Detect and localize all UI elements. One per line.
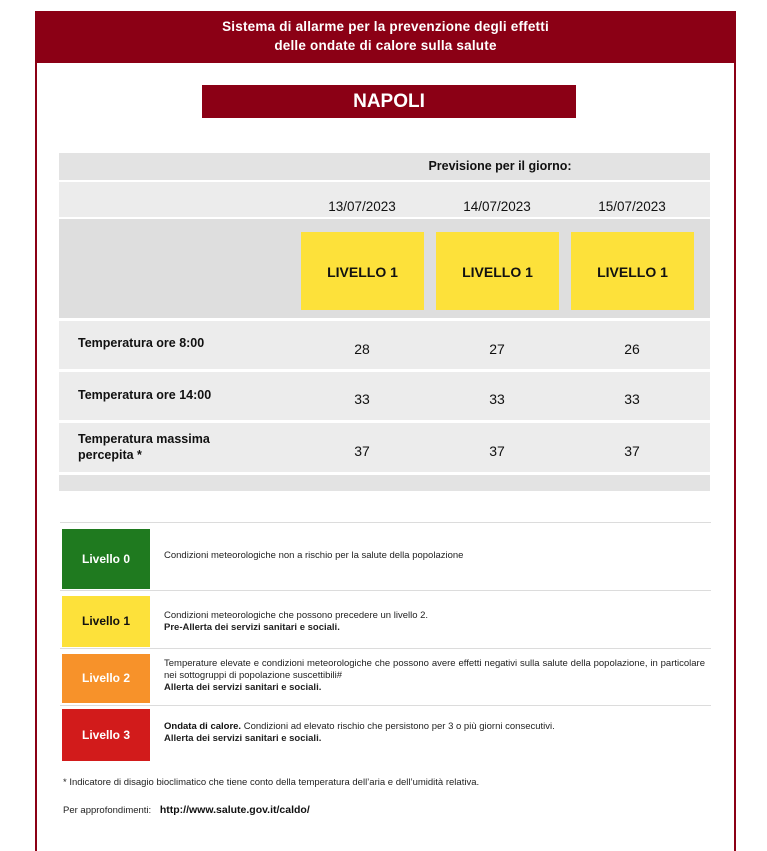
- legend-text-3: [164, 721, 704, 745]
- value-8-d1: 28: [354, 341, 370, 357]
- row-label-perc-1: Temperatura massima: [78, 432, 210, 446]
- footnote: * Indicatore di disagio bioclimatico che tiene conto della temperatura dell’aria e dell’umidità relativa.: [63, 777, 480, 788]
- value-8-d3: 26: [624, 341, 640, 357]
- legend-row-0: [60, 522, 711, 590]
- legend-row-3: [60, 705, 711, 764]
- legend-desc-2: Temperature elevate e condizioni meteorologiche che possono avere effetti negativi sulla salute della popolazione, in particolare nei sottogruppi di popolazione suscettibili#: [164, 658, 705, 681]
- legend-row-2: [60, 648, 711, 705]
- value-perc-d1: 37: [354, 443, 370, 459]
- legend-text-2: [164, 658, 705, 694]
- date-2: 14/07/2023: [463, 199, 531, 214]
- legend-action-1: Pre-Allerta dei servizi sanitari e sociali.: [164, 622, 340, 633]
- level-badge-3: LIVELLO 1: [571, 232, 694, 310]
- legend-swatch-3: [62, 709, 150, 761]
- more-info-label: Per approfondimenti:: [63, 805, 152, 816]
- value-perc-d2: 37: [489, 443, 505, 459]
- legend-swatch-0: [62, 529, 150, 589]
- value-14-d2: 33: [489, 391, 505, 407]
- legend-name-2: Livello 2: [81, 671, 131, 685]
- table-footer-bar: [59, 475, 710, 491]
- value-perc-d3: 37: [624, 443, 640, 459]
- header-line-1: Sistema di allarme per la prevenzione degli effetti: [222, 19, 549, 34]
- date-3: 15/07/2023: [598, 199, 666, 214]
- legend-text-1: [164, 610, 704, 634]
- legend-row-1: [60, 590, 711, 648]
- legend-desc-3-line: [164, 721, 704, 733]
- level-badge-1: LIVELLO 1: [301, 232, 424, 310]
- value-14-d1: 33: [354, 391, 370, 407]
- city-title: NAPOLI: [202, 85, 576, 118]
- legend-name-1: Livello 1: [81, 614, 131, 628]
- legend-name-3: Livello 3: [81, 728, 131, 742]
- legend-swatch-2: [62, 654, 150, 703]
- legend-name-0: Livello 0: [81, 552, 131, 566]
- legend-swatch-1: [62, 596, 150, 647]
- level-badge-2: LIVELLO 1: [436, 232, 559, 310]
- legend-desc-3: Condizioni ad elevato rischio che persistono per 3 o più giorni consecutivi.: [241, 721, 555, 732]
- value-14-d3: 33: [624, 391, 640, 407]
- forecast-caption: Previsione per il giorno:: [428, 159, 572, 173]
- value-8-d2: 27: [489, 341, 505, 357]
- legend-action-3: Allerta dei servizi sanitari e sociali.: [164, 733, 322, 744]
- row-label-perc-2: percepita *: [78, 448, 142, 462]
- row-label-8: Temperatura ore 8:00: [78, 336, 205, 350]
- row-label-14: Temperatura ore 14:00: [78, 388, 212, 402]
- more-info-link[interactable]: http://www.salute.gov.it/caldo/: [159, 804, 310, 816]
- legend-desc-0: Condizioni meteorologiche non a rischio per la salute della popolazione: [164, 550, 464, 561]
- date-1: 13/07/2023: [328, 199, 396, 214]
- more-info: [63, 804, 310, 816]
- legend-lead-3: Ondata di calore.: [164, 721, 242, 732]
- header-banner: [35, 11, 736, 63]
- header-line-2: delle ondate di calore sulla salute: [274, 38, 497, 53]
- legend-desc-1: Condizioni meteorologiche che possono precedere un livello 2.: [164, 610, 429, 621]
- forecast-caption-bar: [59, 153, 710, 180]
- legend-action-2: Allerta dei servizi sanitari e sociali.: [164, 682, 322, 693]
